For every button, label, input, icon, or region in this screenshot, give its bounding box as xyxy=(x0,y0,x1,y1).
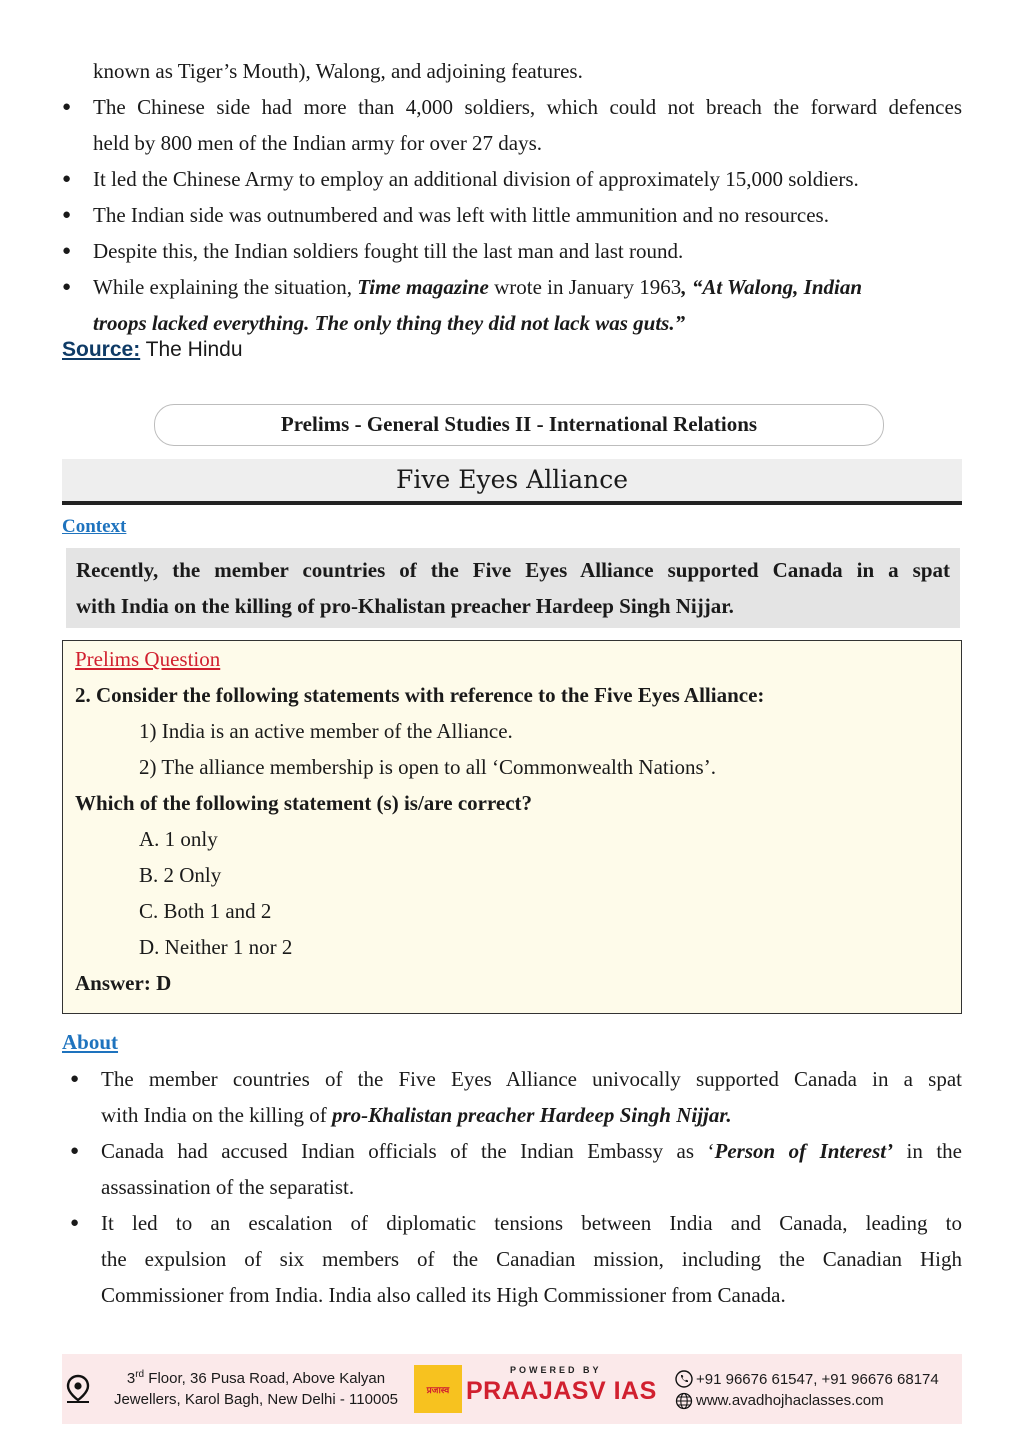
about-text-line xyxy=(101,1133,962,1169)
brand-logo: प्रजास्व xyxy=(414,1365,462,1413)
question-text: 2. Consider the following statements with reference to the Five Eyes Alliance: xyxy=(75,683,765,707)
bullet-icon: ● xyxy=(62,171,72,187)
bullet-text: The Chinese side had more than 4,000 soldiers, which could not breach the forward defences xyxy=(93,95,962,119)
about-text: with India on the killing of xyxy=(101,1103,332,1127)
globe-icon xyxy=(675,1392,693,1415)
context-heading: Context xyxy=(62,516,127,537)
about-text-line xyxy=(101,1097,732,1133)
context-text: with India on the killing of pro-Khalistan preacher Hardeep Singh Nijjar. xyxy=(76,594,734,618)
address-line-2: Jewellers, Karol Bagh, New Delhi - 110005 xyxy=(113,1391,399,1408)
floor-suffix: rd xyxy=(135,1369,145,1380)
phone-icon xyxy=(675,1370,693,1393)
source-line xyxy=(62,336,243,364)
question-prompt: Which of the following statement (s) is/are correct? xyxy=(75,791,533,815)
bullet-icon: ● xyxy=(70,1071,80,1087)
source-label: Source: xyxy=(62,338,141,361)
emphasis-text: Person of Interest’ xyxy=(714,1139,894,1163)
address-text: Floor, 36 Pusa Road, Above Kalyan xyxy=(144,1370,386,1387)
magazine-name: Time magazine xyxy=(357,275,489,299)
continuation-text: known as Tiger’s Mouth), Walong, and adjoining features. xyxy=(93,59,583,83)
about-text: assassination of the separatist. xyxy=(101,1175,355,1199)
bullet-icon: ● xyxy=(70,1143,80,1159)
about-text: Canada had accused Indian officials of the Indian Embassy as ‘ xyxy=(101,1139,715,1163)
context-box xyxy=(66,548,960,628)
bullet-icon: ● xyxy=(62,243,72,259)
about-text: The member countries of the Five Eyes Alliance univocally supported Canada in a spat xyxy=(101,1067,962,1091)
bullet-icon: ● xyxy=(70,1215,80,1231)
quote-text: , “At Walong, Indian xyxy=(681,275,863,299)
context-text: Recently, the member countries of the Five Eyes Alliance supported Canada in a spat xyxy=(76,558,950,582)
option-b: B. 2 Only xyxy=(139,863,222,887)
bullet-text: wrote in January 1963 xyxy=(488,275,682,299)
about-text: Commissioner from India. India also called its High Commissioner from Canada. xyxy=(101,1283,786,1307)
article-title: Five Eyes Alliance xyxy=(62,459,962,505)
powered-by-label: POWERED BY xyxy=(510,1365,602,1375)
bullet-text: held by 800 men of the Indian army for over 27 days. xyxy=(93,131,543,155)
option-d: D. Neither 1 nor 2 xyxy=(139,935,293,959)
location-pin-icon xyxy=(65,1374,91,1409)
source-value: The Hindu xyxy=(140,338,243,361)
brand-name: PRAAJASV IAS xyxy=(466,1377,657,1405)
option-a: A. 1 only xyxy=(139,827,218,851)
bullet-text: Despite this, the Indian soldiers fought till the last man and last round. xyxy=(93,239,684,263)
bullet-text-quote xyxy=(93,269,862,305)
footer-banner xyxy=(62,1354,962,1424)
bullet-text: The Indian side was outnumbered and was left with little ammunition and no resources. xyxy=(93,203,829,227)
footer-address xyxy=(96,1364,416,1410)
bullet-icon: ● xyxy=(62,99,72,115)
option-c: C. Both 1 and 2 xyxy=(139,899,272,923)
website-link[interactable]: www.avadhojhaclasses.com xyxy=(696,1392,884,1409)
prelims-heading: Prelims Question xyxy=(75,647,221,671)
bullet-text: It led the Chinese Army to employ an additional division of approximately 15,000 soldiers. xyxy=(93,167,859,191)
address-line-1 xyxy=(96,1364,416,1389)
about-text: the expulsion of six members of the Canadian mission, including the Canadian High xyxy=(101,1247,962,1271)
floor-number: 3 xyxy=(126,1370,136,1387)
about-text: in the xyxy=(893,1139,962,1163)
emphasis-text: pro-Khalistan preacher Hardeep Singh Nijjar. xyxy=(331,1103,732,1127)
statement-2: 2) The alliance membership is open to all ‘Commonwealth Nations’. xyxy=(139,755,716,779)
bullet-text: While explaining the situation, xyxy=(93,275,358,299)
quote-text: troops lacked everything. The only thing they did not lack was guts.” xyxy=(93,311,686,335)
footer-contact xyxy=(696,1369,939,1411)
bullet-icon: ● xyxy=(62,279,72,295)
answer-text: Answer: D xyxy=(75,971,172,995)
bullet-icon: ● xyxy=(62,207,72,223)
phone-numbers: +91 96676 61547, +91 96676 68174 xyxy=(696,1371,939,1388)
section-pill: Prelims - General Studies II - International Relations xyxy=(154,404,884,446)
statement-1: 1) India is an active member of the Alliance. xyxy=(139,719,513,743)
about-text: It led to an escalation of diplomatic tensions between India and Canada, leading to xyxy=(101,1211,962,1235)
prelims-question-box xyxy=(62,640,962,1014)
about-heading: About xyxy=(62,1030,119,1054)
